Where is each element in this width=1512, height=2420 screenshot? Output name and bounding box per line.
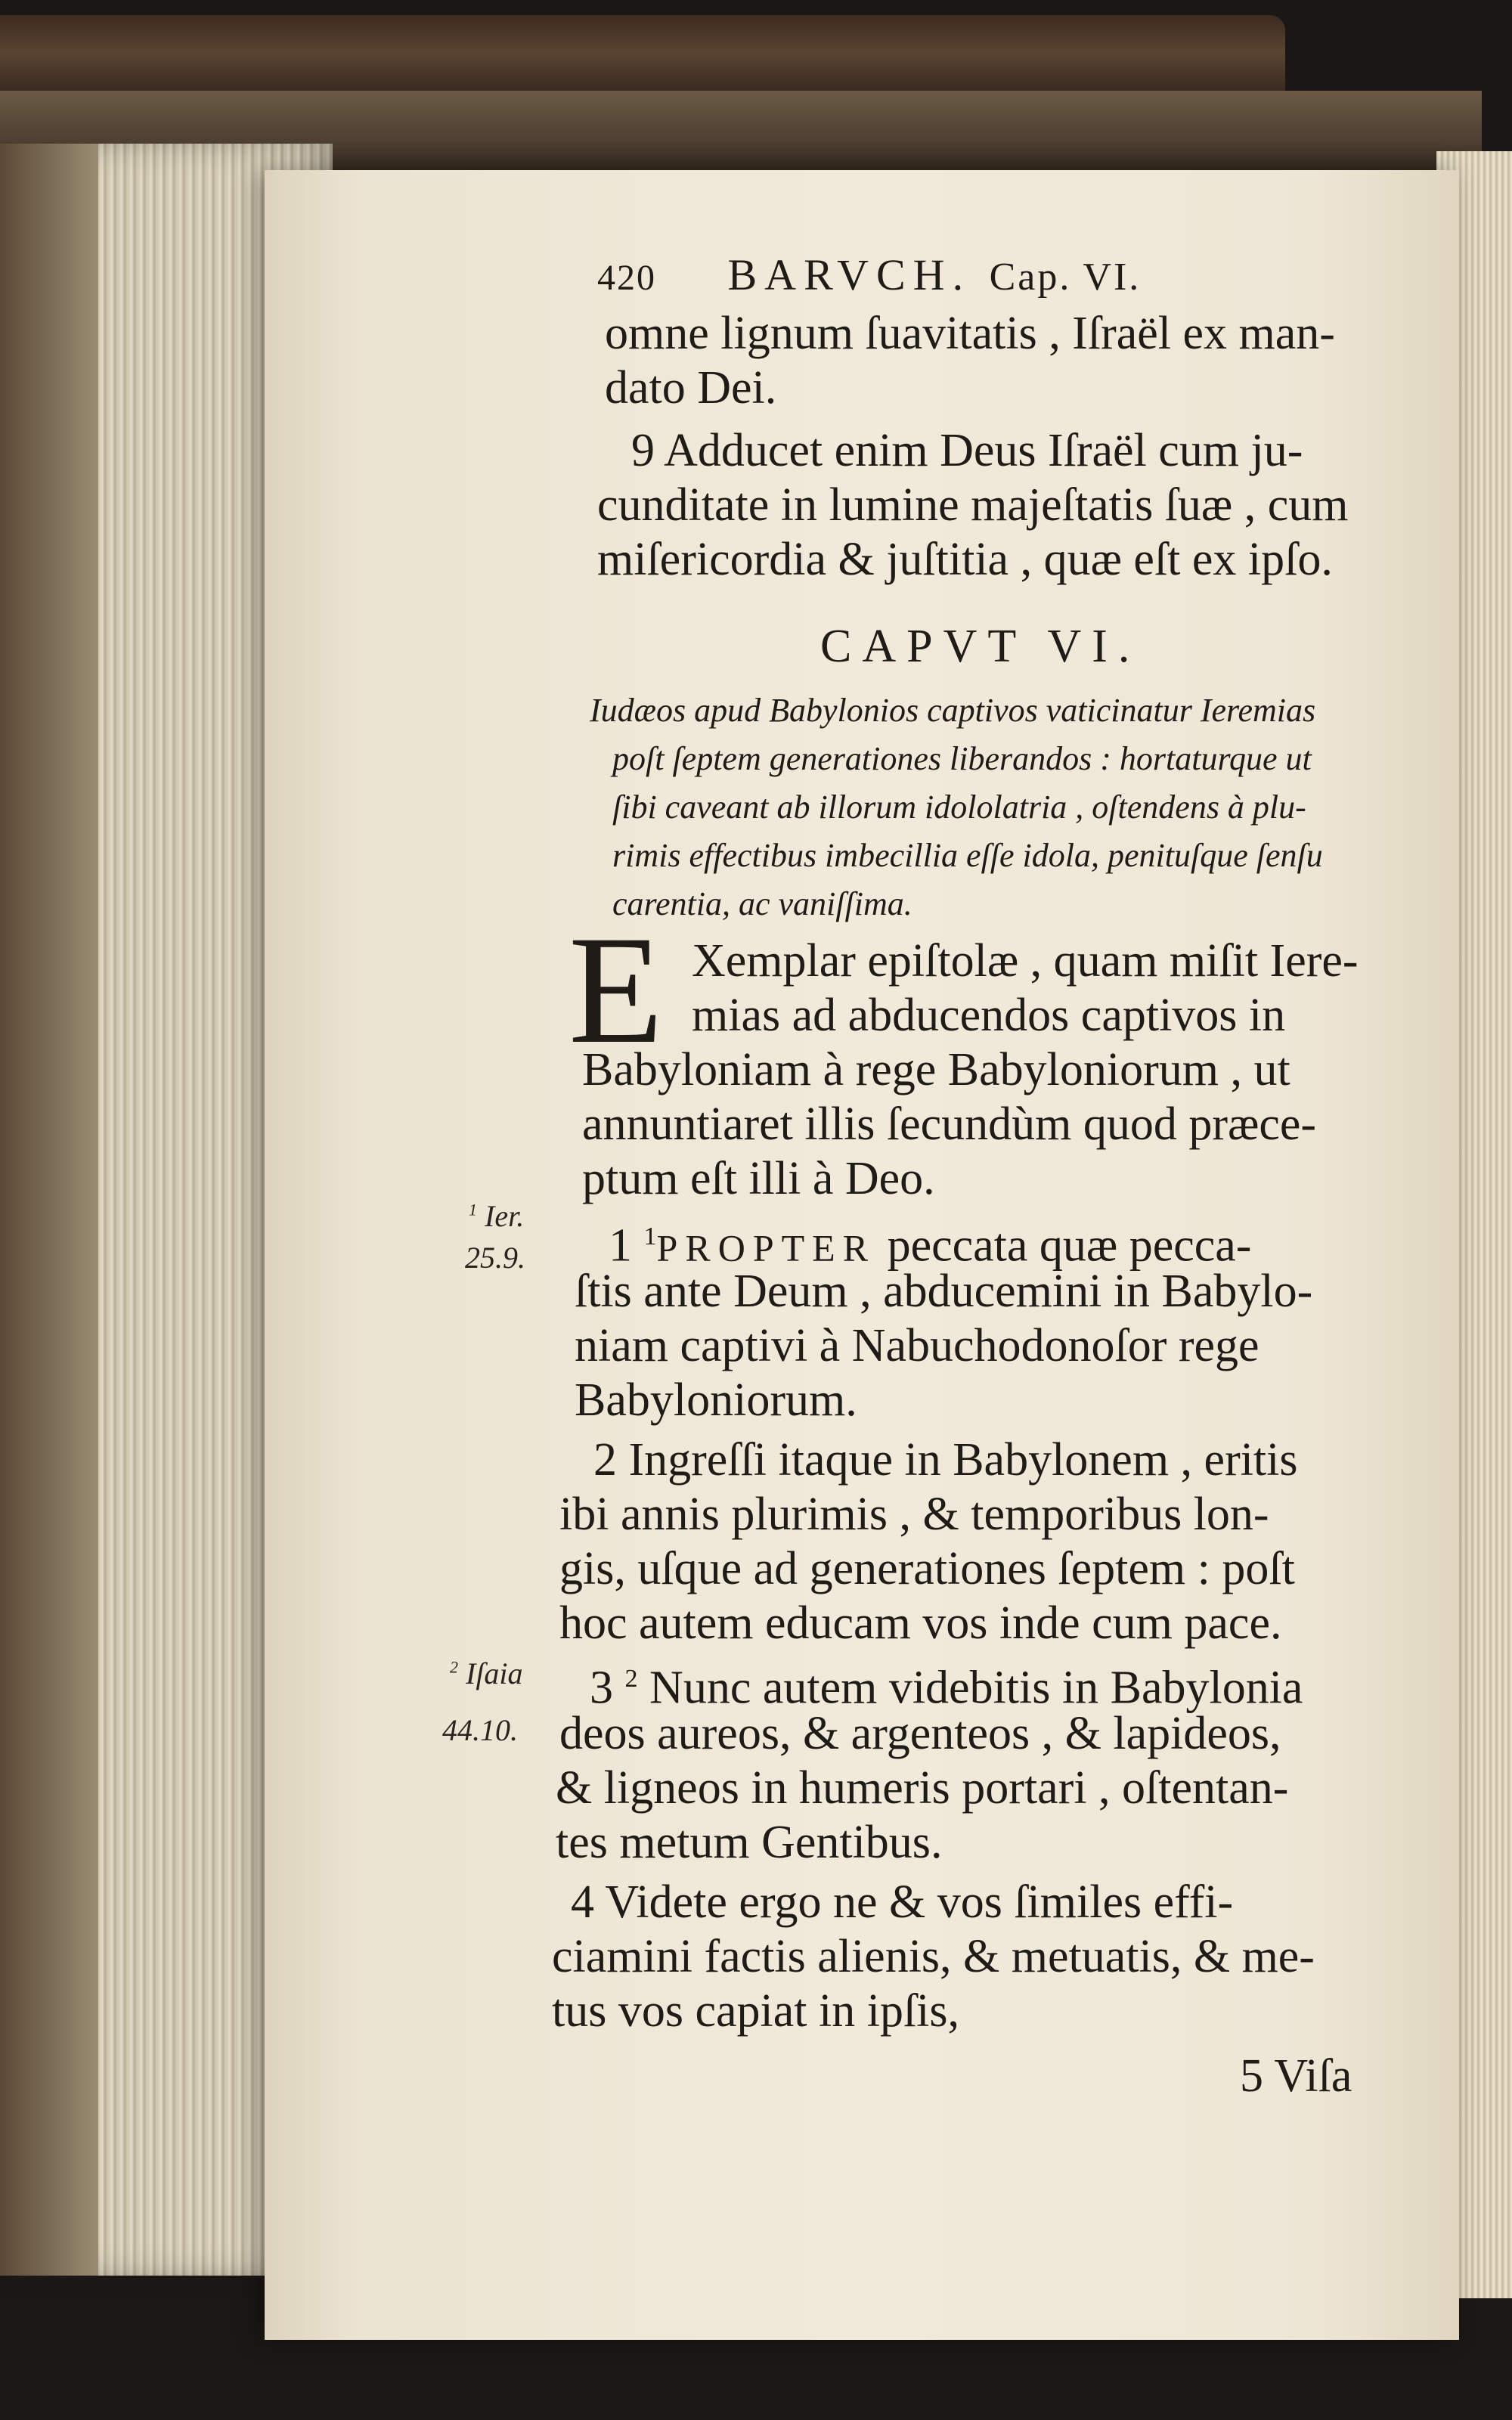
chapter-heading: CAPVT VI. [820, 621, 1141, 672]
summary-line: rimis effectibus imbecillia eſſe idola, penituſque ſenſu [612, 837, 1323, 874]
text-line: tes metum Gentibus. [556, 1817, 943, 1868]
verse-text: Nunc autem videbitis in Babylonia [649, 1662, 1303, 1714]
text-line: mias ad abducendos captivos in [692, 990, 1286, 1041]
summary-line: Iudæos apud Babylonios captivos vaticinatur Ieremias [590, 692, 1316, 729]
running-title: BARVCH. [727, 250, 971, 299]
summary-line: carentia, ac vaniſſima. [612, 885, 912, 922]
catchword: 5 Viſa [1240, 2050, 1352, 2102]
margin-note-book: Iſaia [466, 1656, 523, 1690]
text-line: niam captivi à Nabuchodonoſor rege [575, 1320, 1259, 1371]
summary-line: poſt ſeptem generationes liberandos : hortaturque ut [612, 740, 1312, 777]
page-number: 420 [597, 258, 656, 298]
margin-marker: 2 [624, 1665, 638, 1693]
text-line: 9 Adducet enim Deus Iſraël cum ju- [631, 425, 1303, 476]
margin-note [450, 1656, 523, 1691]
text-line: ptum eſt illi à Deo. [582, 1153, 935, 1204]
text-line: miſericordia & juſtitia , quæ eſt ex ipſo. [597, 534, 1333, 585]
text-line: 4 Videte ergo ne & vos ſimiles effi- [571, 1876, 1234, 1928]
text-line: annuntiaret illis ſecundùm quod præce- [582, 1098, 1317, 1150]
text-line: deos aureos, & argenteos , & lapideos, [559, 1708, 1281, 1759]
drop-cap: E [569, 904, 664, 1076]
margin-note-ref: 44.10. [442, 1713, 518, 1747]
text-line: Babyloniam à rege Babyloniorum , ut [582, 1044, 1290, 1095]
margin-note [469, 1198, 524, 1234]
left-binding-shadow [0, 144, 98, 2276]
text-line: & ligneos in humeris portari , oſtentan- [556, 1762, 1289, 1814]
text-line: hoc autem educam vos inde cum pace. [559, 1597, 1282, 1649]
margin-note-ref: 25.9. [465, 1241, 525, 1275]
verse-number: 3 [590, 1662, 613, 1714]
text-line: 2 Ingreſſi itaque in Babylonem , eritis [593, 1434, 1298, 1486]
text-line: dato Dei. [605, 362, 777, 414]
text-line: ſtis ante Deum , abducemini in Babylo- [575, 1266, 1313, 1317]
margin-note-book: Ier. [485, 1199, 525, 1233]
running-header [597, 249, 1141, 300]
text-line: omne lignum ſuavitatis , Iſraël ex man- [605, 308, 1335, 359]
text-line: ibi annis plurimis , & temporibus lon- [559, 1489, 1269, 1540]
text-line: Xemplar epiſtolæ , quam miſit Iere- [692, 935, 1359, 987]
chapter-reference: Cap. VI. [989, 256, 1142, 299]
verse-number: 1 [609, 1219, 632, 1272]
text-line: gis, uſque ad generationes ſeptem : poſt [559, 1543, 1295, 1594]
verse-first-word: PROPTER [656, 1226, 876, 1269]
text-line: cunditate in lumine majeſtatis ſuæ , cum [597, 479, 1349, 531]
verse-text: peccata quæ pecca- [887, 1219, 1252, 1272]
margin-note-marker: 2 [450, 1657, 458, 1677]
text-line: tus vos capiat in ipſis, [552, 1985, 960, 2037]
summary-line: ſibi caveant ab illorum idololatria , oſtendens à plu- [612, 789, 1306, 826]
text-line: Babyloniorum. [575, 1374, 857, 1426]
margin-note-marker: 1 [469, 1200, 477, 1219]
margin-marker: 1 [643, 1222, 657, 1250]
text-line: ciamini factis alienis, & metuatis, & me- [552, 1931, 1315, 1982]
